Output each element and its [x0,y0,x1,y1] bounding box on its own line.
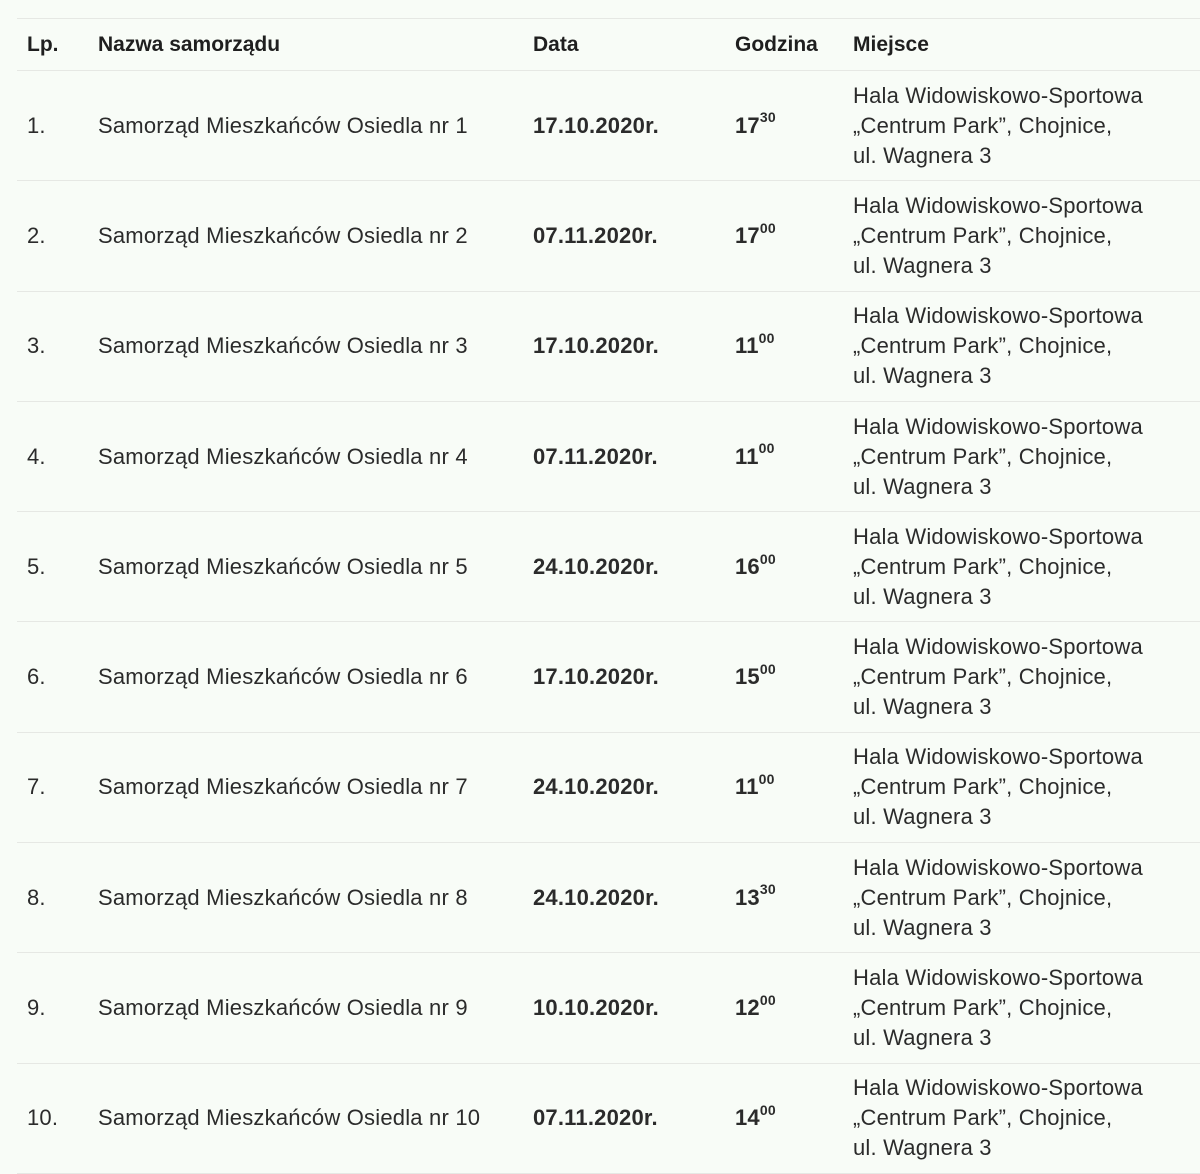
meeting-time [735,881,776,910]
meeting-time [735,660,776,690]
table-row [17,843,1200,953]
meeting-date: 24.10.2020r. [533,884,659,910]
meeting-hour: 15 [735,664,760,690]
table-row [17,292,1200,402]
council-name: Samorząd Mieszkańców Osiedla nr 10 [98,1105,481,1131]
header-name: Nazwa samorządu [98,32,281,56]
header-place: Miejsce [853,32,929,56]
meeting-minute: 00 [758,771,775,788]
place-line: „Centrum Park”, Chojnice, [853,664,1113,690]
meeting-minute: 30 [759,109,776,126]
date-cell [533,223,735,249]
table-header-row [17,19,1200,71]
row-number: 4. [27,443,46,469]
meeting-date: 24.10.2020r. [533,774,659,800]
council-name: Samorząd Mieszkańców Osiedla nr 6 [98,664,468,690]
meeting-place [853,301,1200,391]
row-number: 7. [27,774,46,800]
place-line: „Centrum Park”, Chojnice, [853,553,1113,579]
meeting-hour: 11 [735,443,759,469]
date-cell [533,885,735,911]
row-number: 2. [27,222,46,248]
header-date: Data [533,32,579,56]
meeting-minute: 00 [758,440,775,457]
meeting-minute: 00 [759,1101,776,1118]
meeting-minute: 00 [758,329,775,346]
time-cell [735,881,853,911]
meeting-hour: 14 [735,1105,760,1131]
meeting-date: 07.11.2020r. [533,1105,658,1131]
place-line: ul. Wagnera 3 [853,142,992,168]
meeting-schedule-table [17,18,1200,1174]
date-cell [533,444,735,470]
table-row [17,1064,1200,1174]
time-cell [735,771,853,800]
place-line: „Centrum Park”, Chojnice, [853,995,1113,1021]
meeting-place [853,191,1200,281]
place-line: „Centrum Park”, Chojnice, [853,774,1113,800]
council-name: Samorząd Mieszkańców Osiedla nr 3 [98,333,468,359]
place-line: „Centrum Park”, Chojnice, [853,333,1113,359]
table-row [17,733,1200,843]
meeting-hour: 13 [735,884,760,910]
meeting-date: 17.10.2020r. [533,112,659,138]
meeting-place [853,522,1200,612]
council-name: Samorząd Mieszkańców Osiedla nr 2 [98,222,468,248]
time-cell [735,991,853,1021]
row-number: 1. [27,112,46,138]
table-row [17,622,1200,732]
row-number: 5. [27,553,46,579]
meeting-hour: 12 [735,995,760,1021]
meeting-place [853,853,1200,943]
place-line: ul. Wagnera 3 [853,1025,992,1051]
place-line: Hala Widowiskowo-Sportowa [853,413,1143,439]
meeting-place [853,963,1200,1053]
place-line: ul. Wagnera 3 [853,804,992,830]
date-cell [533,554,735,580]
meeting-date: 07.11.2020r. [533,443,658,469]
place-line: „Centrum Park”, Chojnice, [853,222,1113,248]
place-line: Hala Widowiskowo-Sportowa [853,965,1143,991]
row-number: 10. [27,1105,59,1131]
meeting-place [853,81,1200,171]
meeting-minute: 00 [759,550,776,567]
place-line: Hala Widowiskowo-Sportowa [853,192,1143,218]
place-line: „Centrum Park”, Chojnice, [853,112,1113,138]
table-row [17,953,1200,1063]
meeting-time [735,1101,776,1131]
row-number: 6. [27,664,46,690]
place-line: „Centrum Park”, Chojnice, [853,443,1113,469]
date-cell [533,774,735,800]
place-line: ul. Wagnera 3 [853,473,992,499]
meeting-minute: 00 [759,660,776,677]
meeting-place [853,412,1200,502]
place-line: ul. Wagnera 3 [853,914,992,940]
place-line: „Centrum Park”, Chojnice, [853,1105,1113,1131]
row-number: 9. [27,995,46,1021]
place-line: ul. Wagnera 3 [853,583,992,609]
meeting-date: 10.10.2020r. [533,995,659,1021]
council-name: Samorząd Mieszkańców Osiedla nr 5 [98,553,468,579]
time-cell [735,109,853,139]
header-time: Godzina [735,32,818,56]
meeting-place [853,1073,1200,1163]
meeting-place [853,742,1200,832]
meeting-time [735,440,775,469]
council-name: Samorząd Mieszkańców Osiedla nr 9 [98,995,468,1021]
table-row [17,71,1200,181]
meeting-time [735,329,775,359]
council-name: Samorząd Mieszkańców Osiedla nr 7 [98,774,468,800]
meeting-hour: 11 [735,333,759,359]
table-row [17,402,1200,512]
table-row [17,512,1200,622]
place-line: Hala Widowiskowo-Sportowa [853,303,1143,329]
time-cell [735,660,853,690]
table-body [17,71,1200,1174]
meeting-date: 17.10.2020r. [533,333,659,359]
place-line: ul. Wagnera 3 [853,363,992,389]
meeting-date: 17.10.2020r. [533,664,659,690]
place-line: ul. Wagnera 3 [853,252,992,278]
place-line: Hala Widowiskowo-Sportowa [853,744,1143,770]
meeting-time [735,991,776,1021]
council-name: Samorząd Mieszkańców Osiedla nr 8 [98,884,468,910]
meeting-hour: 17 [735,222,760,248]
council-name: Samorząd Mieszkańców Osiedla nr 1 [98,112,468,138]
time-cell [735,1101,853,1131]
row-number: 8. [27,884,46,910]
meeting-minute: 00 [759,991,776,1008]
time-cell [735,329,853,359]
row-number: 3. [27,333,46,359]
meeting-time [735,219,776,248]
time-cell [735,440,853,470]
meeting-date: 24.10.2020r. [533,553,659,579]
place-line: Hala Widowiskowo-Sportowa [853,854,1143,880]
place-line: Hala Widowiskowo-Sportowa [853,82,1143,108]
meeting-hour: 17 [735,112,760,138]
meeting-time [735,550,776,579]
table-row [17,181,1200,291]
meeting-time [735,771,775,800]
meeting-date: 07.11.2020r. [533,222,658,248]
meeting-place [853,632,1200,722]
place-line: Hala Widowiskowo-Sportowa [853,1075,1143,1101]
place-line: Hala Widowiskowo-Sportowa [853,634,1143,660]
meeting-hour: 16 [735,553,760,579]
date-cell [533,664,735,690]
date-cell [533,1105,735,1131]
date-cell [533,113,735,139]
place-line: „Centrum Park”, Chojnice, [853,884,1113,910]
time-cell [735,219,853,249]
meeting-time [735,109,776,138]
meeting-hour: 11 [735,774,759,800]
place-line: ul. Wagnera 3 [853,694,992,720]
place-line: Hala Widowiskowo-Sportowa [853,523,1143,549]
council-name: Samorząd Mieszkańców Osiedla nr 4 [98,443,468,469]
meeting-minute: 00 [759,219,776,236]
date-cell [533,333,735,359]
header-lp: Lp. [27,32,59,56]
meeting-minute: 30 [759,881,776,898]
time-cell [735,550,853,580]
place-line: ul. Wagnera 3 [853,1135,992,1161]
date-cell [533,995,735,1021]
